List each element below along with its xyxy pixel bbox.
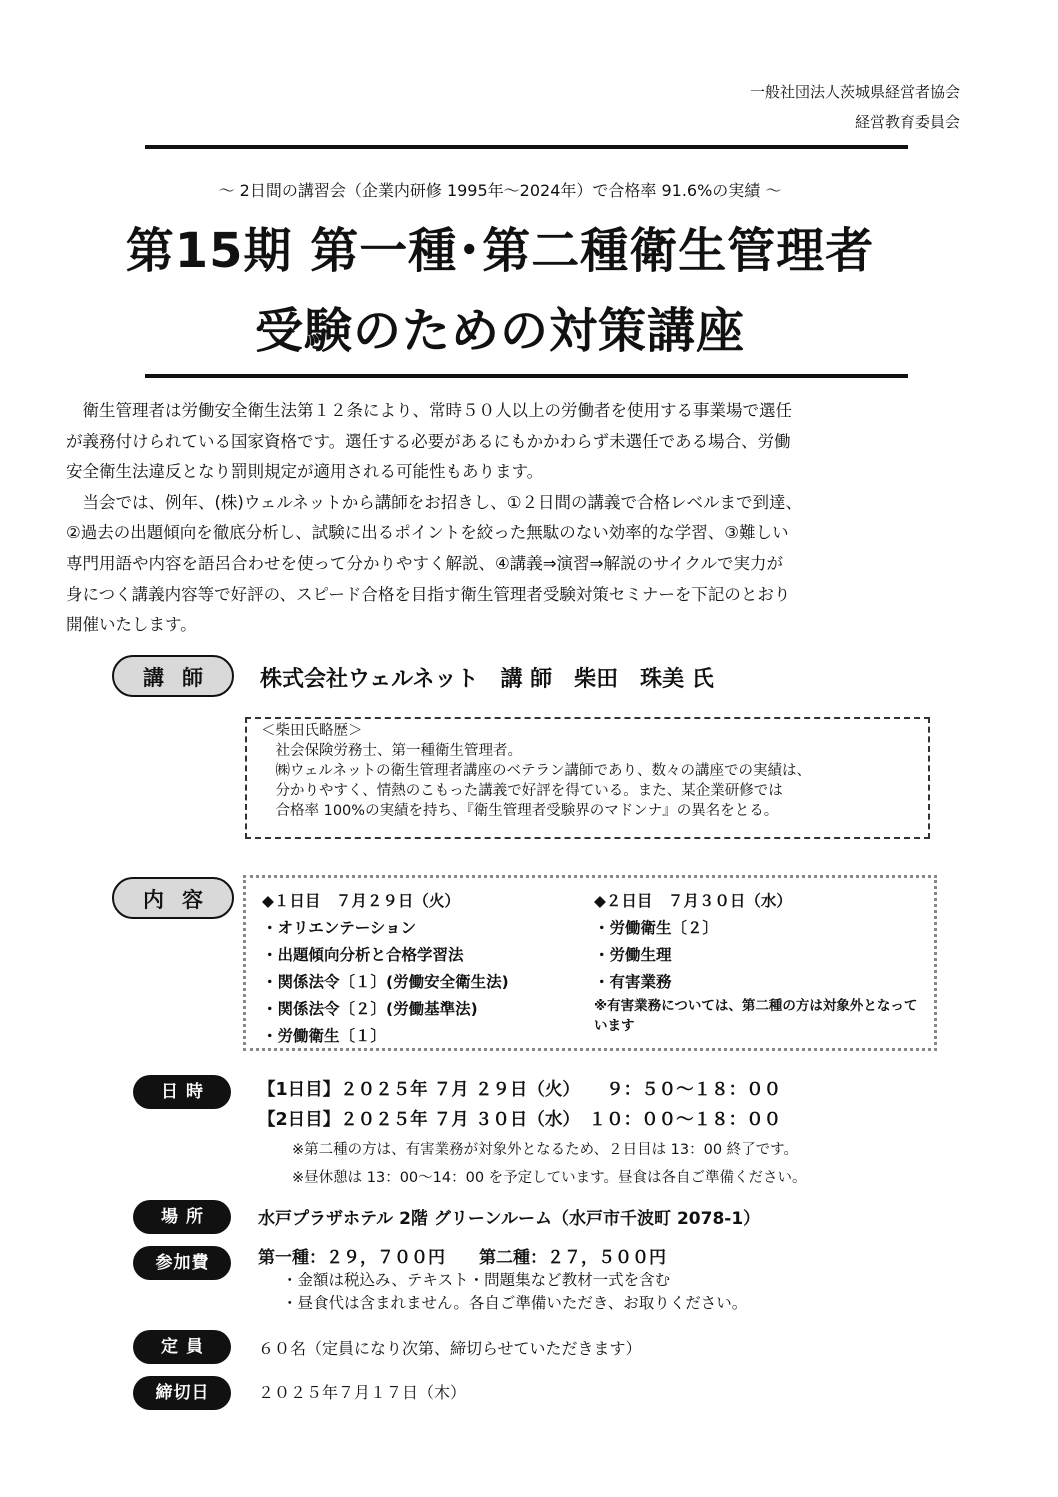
intro-p1-l1: 衛生管理者は労働安全衛生法第１２条により、常時５０人以上の労働者を使用する事業場で選任 bbox=[82, 401, 792, 420]
intro-text bbox=[66, 396, 946, 641]
lecturer-label: 講師 bbox=[112, 655, 234, 697]
schedule-label: 日時 bbox=[133, 1075, 231, 1109]
deadline-label: 締切日 bbox=[133, 1376, 231, 1410]
schedule-day2: 【2日目】２０２５年 ７月 ３０日（水） １０：００～１８：００ bbox=[258, 1110, 782, 1130]
venue-label: 場所 bbox=[133, 1200, 231, 1234]
top-rule bbox=[145, 145, 908, 149]
fee-text: 第一種：２９，７００円 第二種：２７，５００円 bbox=[258, 1248, 666, 1268]
intro-p2-l4: 身につく講義内容等で好評の、スピード合格を目指す衛生管理者受験対策セミナーを下記のとおり bbox=[66, 584, 791, 604]
day2-heading: ◆２日目 ７月３０日（水） bbox=[594, 892, 792, 910]
intro-p1-l3: 安全衛生法違反となり罰則規定が適用される可能性もあります。 bbox=[66, 462, 544, 482]
intro-p2-l3: 専門用語や内容を語呂合わせを使って分かりやすく解説、④講義⇒演習⇒解説のサイクルで実力が bbox=[66, 553, 783, 573]
capacity-label: 定員 bbox=[133, 1330, 231, 1364]
bio-line: ＜柴田氏略歴＞ bbox=[261, 723, 363, 739]
day1-item: ・オリエンテーション bbox=[262, 919, 417, 937]
day1-item: ・労働衛生〔１〕 bbox=[262, 1027, 387, 1045]
venue-text: 水戸プラザホテル 2階 グリーンルーム（水戸市千波町 2078-1） bbox=[258, 1209, 761, 1229]
committee-name: 経営教育委員会 bbox=[854, 113, 960, 131]
day2-item: ・労働衛生〔２〕 bbox=[594, 919, 719, 937]
org-name: 一般社団法人茨城県経営者協会 bbox=[749, 83, 960, 101]
title-rule bbox=[145, 374, 908, 378]
intro-p2-l5: 開催いたします。 bbox=[66, 615, 197, 635]
page-title-line2: 受験のための対策講座 bbox=[254, 303, 745, 359]
schedule-note1: ※第二種の方は、有害業務が対象外となるため、２日目は 13：00 終了です。 bbox=[292, 1142, 799, 1158]
content-label: 内容 bbox=[112, 877, 234, 919]
fee-note2: ・昼食代は含まれません。各自ご準備いただき、お取りください。 bbox=[282, 1294, 748, 1312]
lecturer-bio bbox=[245, 717, 930, 839]
content-box bbox=[243, 875, 937, 1051]
bio-line: 分かりやすく、情熱のこもった講義で好評を得ている。また、某企業研修では bbox=[261, 783, 783, 799]
bio-line: 合格率 100%の実績を持ち、『衛生管理者受験界のマドンナ』の異名をとる。 bbox=[261, 803, 779, 819]
intro-p1-l2: が義務付けられている国家資格です。選任する必要があるにもかかわらず未選任である場合、労働 bbox=[66, 431, 791, 451]
subtitle: ～ 2日間の講習会（企業内研修 1995年～2024年）で合格率 91.6%の実績 ～ bbox=[218, 181, 782, 200]
day1-heading: ◆１日目 ７月２９日（火） bbox=[262, 892, 460, 910]
day2-item: ・労働生理 bbox=[594, 946, 672, 964]
day2-column bbox=[594, 888, 924, 1036]
intro-p2-l2: ②過去の出題傾向を徹底分析し、試験に出るポイントを絞った無駄のない効率的な学習、③難しい bbox=[66, 523, 789, 543]
day1-column bbox=[262, 888, 509, 1050]
schedule-day1: 【1日目】２０２５年 ７月 ２９日（火） ９：５０～１８：００ bbox=[258, 1080, 782, 1100]
bio-line: 社会保険労務士、第一種衛生管理者。 bbox=[261, 743, 522, 759]
page-title-line1: 第15期 第一種･第二種衛生管理者 bbox=[125, 223, 875, 279]
day1-item: ・関係法令〔１〕(労働安全衛生法) bbox=[262, 973, 509, 991]
bio-line: ㈱ウェルネットの衛生管理者講座のベテラン講師であり、数々の講座での実績は、 bbox=[261, 763, 811, 779]
lecturer-name: 株式会社ウェルネット 講 師 柴田 珠美 氏 bbox=[260, 667, 714, 692]
fee-label: 参加費 bbox=[133, 1246, 231, 1280]
schedule-note2: ※昼休憩は 13：00～14：00 を予定しています。昼食は各自ご準備ください。 bbox=[292, 1170, 807, 1186]
day2-note: ※有害業務については、第二種の方は対象外となっています bbox=[594, 998, 918, 1034]
day1-item: ・関係法令〔２〕(労働基準法) bbox=[262, 1000, 478, 1018]
deadline-text: ２０２５年７月１７日（木） bbox=[258, 1383, 467, 1402]
intro-p2-l1: 当会では、例年、(株)ウェルネットから講師をお招きし、①２日間の講義で合格レベルまで到達、 bbox=[82, 492, 803, 512]
day1-item: ・出題傾向分析と合格学習法 bbox=[262, 946, 464, 964]
fee-note1: ・金額は税込み、テキスト・問題集など教材一式を含む bbox=[282, 1271, 671, 1289]
capacity-text: ６０名（定員になり次第、締切らせていただきます） bbox=[258, 1339, 642, 1358]
day2-item: ・有害業務 bbox=[594, 973, 672, 991]
